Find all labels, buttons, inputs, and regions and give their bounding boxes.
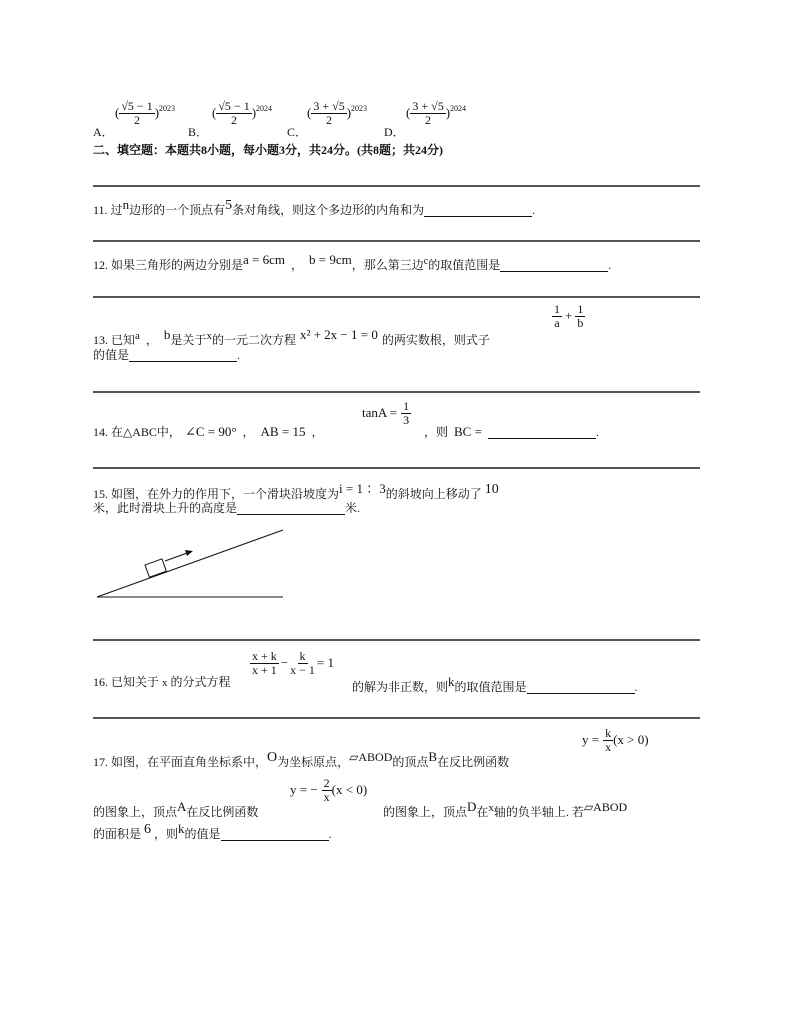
q13-period: . (237, 348, 241, 362)
q15-answer-blank[interactable] (237, 502, 345, 515)
option-b-exponent: 2024 (256, 103, 273, 113)
question-11 (93, 198, 535, 217)
q14-triangle: △ABC (123, 425, 157, 439)
q17-text: 在反比例函数 (437, 755, 510, 769)
section-heading: 二、填空题：本题共8小题，每小题3分，共24分。(共8题；共24分) (93, 143, 443, 157)
q17-answer-blank[interactable] (221, 828, 329, 841)
option-a-denominator: 2 (134, 113, 141, 127)
q13-text: 是关于 (170, 333, 207, 347)
q17-period: . (328, 827, 332, 841)
q16-frac2-den: x − 1 (290, 663, 315, 677)
q17-x: x (488, 802, 494, 814)
q17-fb-y: y = (582, 732, 600, 748)
q17-text: 为坐标原点， (277, 755, 350, 769)
q14-answer-blank[interactable] (488, 426, 596, 439)
q17-text: 的图象上，顶点 (383, 805, 468, 819)
q11-five: 5 (225, 198, 233, 213)
arrow-head-icon (185, 550, 193, 556)
option-c-label: C． (287, 125, 308, 139)
question-12 (93, 253, 611, 272)
q13-b: b (163, 327, 171, 342)
q17-fa-den: x (323, 790, 330, 804)
q17-a: A (177, 799, 187, 814)
q13-frac1-num: 1 (554, 302, 560, 316)
divider (93, 717, 700, 719)
q13-text: 的两实数根，则式子 (381, 333, 490, 347)
question-14-end (424, 425, 599, 439)
q14-comma: ， (242, 425, 255, 439)
q15-text: 15. 如图，在外力的作用下，一个滑块沿坡度为 (93, 487, 340, 501)
q17-text: 17. 如图，在平面直角坐标系中， (93, 755, 268, 769)
q15-text: 米，此时滑块上升的高度是 (93, 501, 238, 515)
q13-frac2-den: b (577, 316, 584, 330)
q16-text: 的分式方程 (170, 675, 231, 689)
question-15-line2 (93, 501, 360, 515)
q17-function-a (290, 777, 367, 804)
q15-unit: 米. (345, 501, 361, 515)
q17-fa-y: y = − (290, 782, 318, 798)
divider (93, 639, 700, 641)
divider (93, 391, 700, 393)
q14-bc: BC = (454, 424, 482, 439)
option-c-exponent: 2023 (351, 103, 368, 113)
option-a-fraction (119, 100, 154, 127)
q12-answer-blank[interactable] (500, 259, 608, 272)
divider (93, 296, 700, 298)
option-d-numerator: 3 + √5 (412, 99, 444, 113)
q17-six: 6 (144, 822, 152, 837)
q16-equation (250, 650, 334, 677)
option-d-exponent: 2024 (450, 103, 467, 113)
q13-text: 13. 已知 (93, 333, 136, 347)
q16-frac1-den: x + 1 (252, 663, 277, 677)
q11-period: . (532, 203, 536, 217)
option-b-numerator: √5 − 1 (218, 99, 250, 113)
q17-fb-num: k (605, 726, 612, 740)
q12-c: c (423, 256, 429, 267)
q13-expression (552, 303, 585, 330)
q16-frac1-num: x + k (252, 649, 277, 663)
question-13 (93, 328, 490, 347)
q12-text: 12. 如果三角形的两边分别是 (93, 258, 244, 272)
q16-period: . (634, 680, 638, 694)
q17-text: 的顶点 (392, 755, 429, 769)
option-a-label: A． (93, 125, 114, 139)
q14-ab: AB = 15 (260, 424, 306, 439)
question-17-line2-end (383, 800, 627, 819)
q13-text: 的值是 (93, 348, 130, 362)
q11-answer-blank[interactable] (424, 204, 532, 217)
q11-text: 11. 过 (93, 203, 123, 217)
q16-answer-blank[interactable] (527, 681, 635, 694)
q11-n: n (122, 197, 130, 212)
option-d-denominator: 2 (425, 113, 432, 127)
q16-equals: = 1 (316, 655, 334, 671)
q14-tan-num: 1 (403, 399, 410, 413)
q17-text: 的面积是 (93, 827, 142, 841)
q12-period: . (608, 258, 612, 272)
q13-frac1-den: a (554, 316, 560, 330)
divider (93, 467, 700, 469)
q17-text: 在 (476, 805, 489, 819)
option-a-exponent: 2023 (159, 103, 176, 113)
q14-text: 中， (156, 425, 181, 439)
option-c-denominator: 2 (326, 113, 333, 127)
q13-a: a (135, 330, 140, 342)
q16-k: k (448, 674, 455, 689)
q17-o: O (267, 750, 278, 765)
question-14 (93, 425, 323, 439)
question-17-line2 (93, 800, 258, 819)
question-16-end (352, 675, 638, 694)
q15-text: 的斜坡向上移动了 (385, 487, 482, 501)
q14-tan-expression (362, 400, 411, 427)
q16-text: 的取值范围是 (454, 680, 527, 694)
q13-text: 的一元二次方程 (211, 333, 296, 347)
q17-parallelogram: ▱ABOD (583, 800, 628, 814)
q14-angle: ∠C = 90° (184, 424, 237, 439)
q13-frac2-num: 1 (577, 302, 584, 316)
q17-text: 轴的负半轴上. 若 (493, 805, 584, 819)
q17-function-b (582, 727, 649, 754)
question-17 (93, 750, 509, 769)
q17-fb-den: x (605, 740, 612, 754)
slider-block (145, 559, 166, 577)
q14-text: ，则 (424, 425, 449, 439)
q16-text: 的解为非正数，则 (352, 680, 449, 694)
option-d-expression: ( $\frac{3 + √5}{2}$ )$^{2024}$ (406, 99, 467, 127)
q13-x: x (206, 330, 212, 342)
q12-comma: ， (291, 258, 304, 272)
slope-figure (93, 525, 293, 605)
option-b-expression: ( $\frac{√5 - 1}{2}$ )$^{2024}$ (212, 99, 273, 127)
q11-text: 边形的一个顶点有 (129, 203, 226, 217)
q13-answer-blank[interactable] (129, 349, 237, 362)
q16-text: 16. 已知关于 (93, 675, 160, 689)
q13-plus: + (565, 308, 573, 324)
q13-comma: ， (145, 333, 158, 347)
q17-text: 在反比例函数 (186, 805, 259, 819)
q17-text: 的图象上，顶点 (93, 805, 178, 819)
q17-text: ，则 (154, 827, 179, 841)
q16-x: x (162, 677, 168, 689)
option-a-numerator: √5 − 1 (121, 99, 153, 113)
divider (93, 240, 700, 242)
q17-fa-condition: (x < 0) (331, 782, 368, 798)
q12-text: ，那么第三边 (351, 258, 424, 272)
option-a-expression: ( $\frac{√5 - 1}{2}$ )$^{2023}$ (115, 99, 176, 127)
question-15 (93, 482, 499, 501)
q14-comma: ， (311, 425, 324, 439)
q17-b: B (428, 749, 438, 764)
option-b-denominator: 2 (231, 113, 238, 127)
q11-text: 条对角线，则这个多边形的内角和为 (232, 203, 425, 217)
question-13-line2 (93, 348, 240, 362)
q17-k: k (178, 821, 185, 836)
option-d-label: D． (384, 125, 405, 139)
q15-slope: i = 1 ：3 (339, 481, 386, 496)
option-c-expression: ( $\frac{3 + √5}{2}$ )$^{2023}$ (307, 99, 368, 127)
q14-text: 14. 在 (93, 425, 124, 439)
q15-distance: 10 (484, 482, 499, 497)
q16-frac2-num: k (299, 649, 306, 663)
q12-a: a = 6cm (243, 252, 285, 267)
q14-period: . (595, 425, 599, 439)
q12-b: b = 9cm (309, 252, 352, 267)
q16-minus: − (280, 655, 289, 671)
option-c-numerator: 3 + √5 (313, 99, 345, 113)
q12-text: 的取值范围是 (428, 258, 501, 272)
slope-line (97, 530, 283, 597)
q17-fa-num: 2 (323, 776, 330, 790)
question-16 (93, 675, 231, 690)
q17-parallelogram: ▱ABOD (349, 750, 393, 764)
option-b-label: B． (188, 125, 209, 139)
q17-d: D (467, 799, 477, 814)
q13-equation: x² + 2x − 1 = 0 (299, 327, 378, 342)
q14-tan-den: 3 (403, 413, 410, 427)
q14-tan: tanA = (362, 405, 398, 421)
question-17-line3 (93, 822, 332, 841)
q17-text: 的值是 (184, 827, 221, 841)
divider (93, 185, 700, 187)
q17-fb-condition: (x > 0) (613, 732, 649, 748)
